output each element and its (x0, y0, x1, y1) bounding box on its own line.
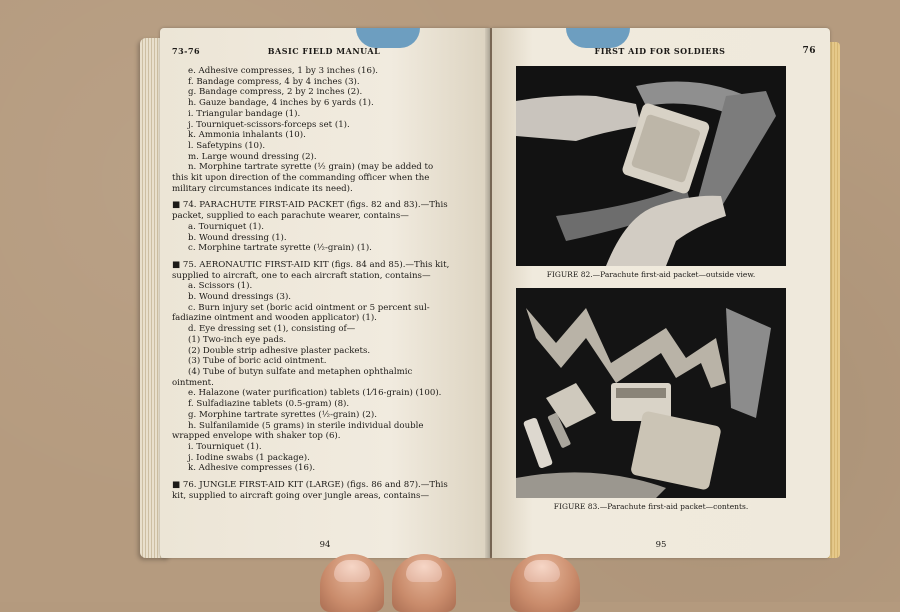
text-line: f. Bandage compress, 4 by 4 inches (3). (188, 76, 360, 87)
figure-82-photo (516, 66, 786, 266)
left-book-title: BASIC FIELD MANUAL (267, 46, 381, 56)
text-line: ■ 75. AERONAUTIC FIRST-AID KIT (figs. 84 and 85).—This kit, (172, 259, 450, 270)
right-running-head (504, 46, 816, 60)
figure-83-caption: FIGURE 83.—Parachute first-aid packet—contents. (553, 502, 749, 511)
right-page-number: 95 (655, 540, 667, 550)
text-line: b. Wound dressing (1). (188, 232, 287, 243)
text-line: military circumstances indicate its need). (172, 183, 353, 194)
fingernail (406, 560, 442, 582)
right-page (492, 28, 830, 558)
left-section-numbers: 73-76 (172, 46, 201, 56)
text-line: ■ 74. PARACHUTE FIRST-AID PACKET (figs. 82 and 83).—This (172, 200, 448, 211)
text-line: j. Tourniquet-scissors-forceps set (1). (188, 119, 350, 130)
left-page (160, 28, 490, 558)
text-line: j. Iodine swabs (1 package). (188, 452, 310, 463)
left-page-text (172, 66, 476, 501)
text-line: c. Burn injury set (boric acid ointment or 5 percent sul- (188, 302, 430, 313)
finger (392, 554, 456, 612)
figure-83-illustration (516, 288, 786, 498)
text-line: e. Halazone (water purification) tablets (1⁄16-grain) (100). (188, 388, 442, 399)
text-line: this kit upon direction of the commanding officer when the (172, 173, 430, 184)
right-page-header-number: 76 (802, 46, 816, 56)
text-line: packet, supplied to each parachute wearer, contains— (172, 211, 409, 222)
text-line: fadiazine ointment and wooden applicator) (1). (172, 313, 377, 324)
text-line: g. Bandage compress, 2 by 2 inches (2). (188, 87, 363, 98)
text-line: n. Morphine tartrate syrette (½ grain) (may be added to (188, 162, 434, 173)
holding-fingers (320, 552, 680, 612)
text-line: h. Gauze bandage, 4 inches by 6 yards (1). (188, 98, 374, 109)
text-line: g. Morphine tartrate syrettes (½-grain) (2). (188, 409, 378, 420)
text-line: k. Adhesive compresses (16). (188, 463, 316, 474)
open-book (140, 20, 840, 565)
text-line: (4) Tube of butyn sulfate and metaphen ophthalmic (188, 366, 413, 377)
right-book-title: FIRST AID FOR SOLDIERS (594, 46, 726, 56)
bookmark-tab-right (566, 28, 630, 48)
left-page-number: 94 (319, 540, 331, 550)
text-line: e. Adhesive compresses, 1 by 3 inches (16). (188, 66, 379, 76)
text-line: a. Tourniquet (1). (188, 221, 264, 232)
text-line: (1) Two-inch eye pads. (188, 334, 287, 345)
text-line: i. Tourniquet (1). (188, 441, 262, 452)
text-line: supplied to aircraft, one to each aircraft station, contains— (172, 270, 431, 281)
left-running-head (172, 46, 476, 60)
text-line: b. Wound dressings (3). (188, 292, 292, 303)
text-line: i. Triangular bandage (1). (188, 108, 301, 119)
text-line: l. Safetypins (10). (188, 140, 266, 151)
text-line: f. Sulfadiazine tablets (0.5-gram) (8). (188, 399, 350, 410)
text-line: ■ 76. JUNGLE FIRST-AID KIT (LARGE) (figs. 86 and 87).—This (172, 480, 448, 491)
text-line: (3) Tube of boric acid ointment. (188, 356, 327, 367)
text-line: m. Large wound dressing (2). (188, 151, 317, 162)
text-line: kit, supplied to aircraft going over jungle areas, contains— (172, 490, 430, 501)
text-line: ointment. (172, 377, 214, 388)
fingernail (334, 560, 370, 582)
text-line: a. Scissors (1). (188, 281, 253, 292)
finger (510, 554, 580, 612)
text-line: d. Eye dressing set (1), consisting of— (188, 324, 356, 335)
text-line: h. Sulfanilamide (5 grams) in sterile individual double (188, 420, 424, 431)
figure-83-photo (516, 288, 786, 498)
text-line: wrapped envelope with shaker top (6). (172, 431, 341, 442)
text-line: k. Ammonia inhalants (10). (188, 130, 306, 141)
finger (320, 554, 384, 612)
bookmark-tab-left (356, 28, 420, 48)
figure-82-illustration (516, 66, 786, 266)
fingernail (524, 560, 560, 582)
figure-82-caption: FIGURE 82.—Parachute first-aid packet—outside view. (546, 270, 756, 279)
text-line: c. Morphine tartrate syrette (½-grain) (1). (188, 243, 372, 254)
text-line: (2) Double strip adhesive plaster packets. (188, 345, 371, 356)
